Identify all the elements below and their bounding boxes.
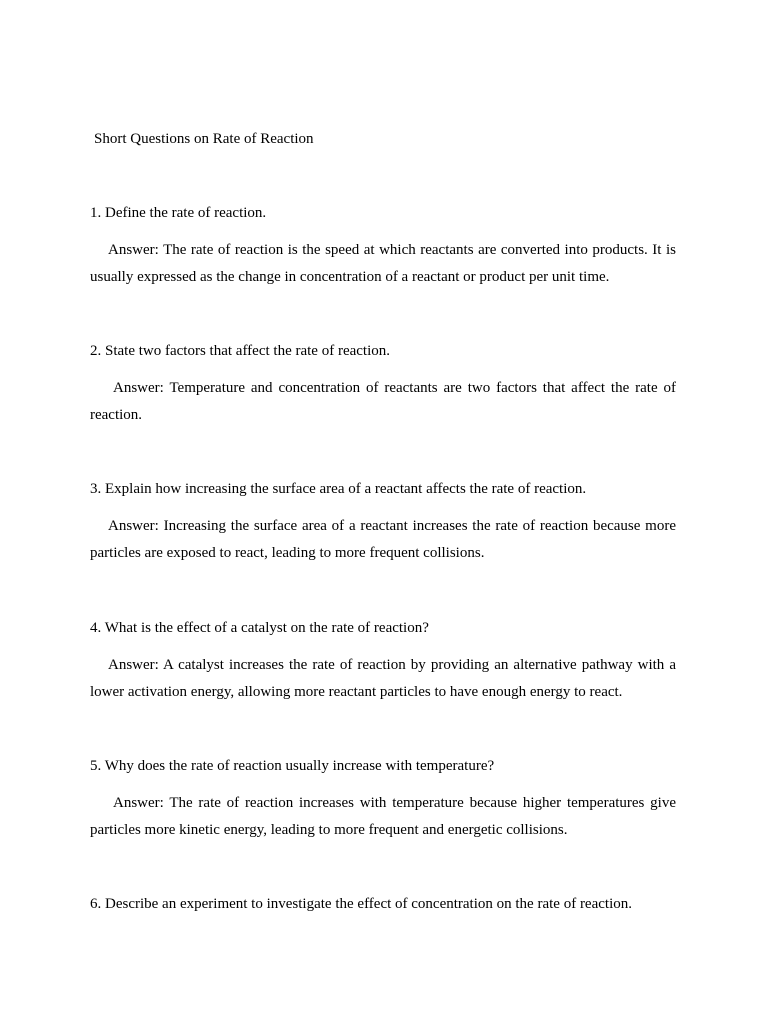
question-text: 2. State two factors that affect the rate of reaction.	[90, 343, 391, 359]
answer-text: Answer: Increasing the surface area of a reactant increases the rate of reaction because more particles are exposed to react, leading to more frequent collisions.	[90, 518, 676, 561]
question-text: 3. Explain how increasing the surface area of a reactant affects the rate of reaction.	[90, 481, 587, 497]
question-text: 1. Define the rate of reaction.	[90, 205, 267, 221]
question-block	[90, 894, 676, 914]
question-block	[90, 479, 676, 566]
question-text: 5. Why does the rate of reaction usually increase with temperature?	[90, 758, 495, 774]
answer-text: Answer: The rate of reaction is the speed at which reactants are converted into products. It is usually expressed as the change in concentration of a reactant or product per unit time.	[90, 242, 676, 285]
document-title: Short Questions on Rate of Reaction	[94, 131, 314, 147]
question-block	[90, 341, 676, 428]
question-text: 6. Describe an experiment to investigate the effect of concentration on the rate of reaction.	[90, 896, 632, 912]
answer-text: Answer: Temperature and concentration of reactants are two factors that affect the rate of reaction.	[90, 380, 676, 423]
question-block	[90, 203, 676, 290]
question-text: 4. What is the effect of a catalyst on the rate of reaction?	[90, 620, 429, 636]
answer-text: Answer: A catalyst increases the rate of reaction by providing an alternative pathway with a lower activation energy, allowing more reactant particles to have enough energy to react.	[90, 657, 676, 700]
question-block	[90, 618, 676, 705]
answer-text: Answer: The rate of reaction increases with temperature because higher temperatures give particles more kinetic energy, leading to more frequent and energetic collisions.	[90, 795, 676, 838]
question-block	[90, 756, 676, 843]
